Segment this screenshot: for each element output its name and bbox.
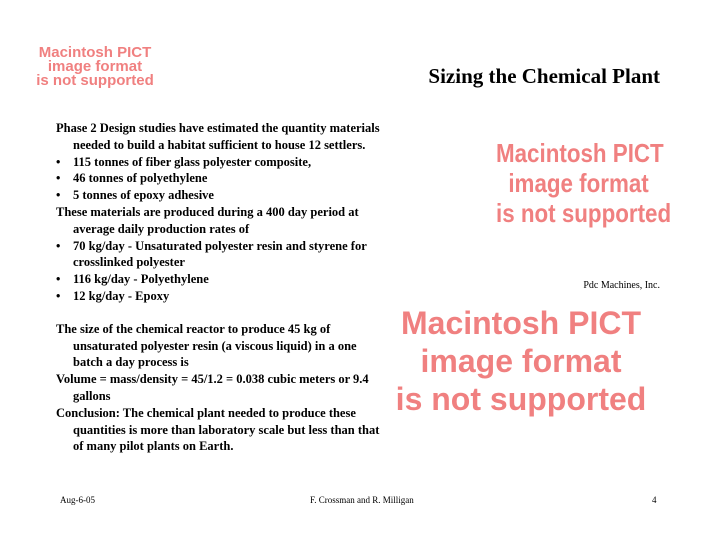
bullet-icon: • — [56, 272, 61, 287]
pict-line: is not supported — [496, 198, 672, 228]
material-bullet — [56, 170, 386, 187]
rate-bullet — [56, 288, 386, 305]
rate-text: 70 kg/day - Unsaturated polyester resin and styrene for crosslinked polyester — [73, 238, 367, 270]
material-bullet — [56, 154, 386, 171]
bullet-icon: • — [56, 171, 61, 186]
pict-line: image format — [420, 343, 622, 379]
pict-placeholder-image-top-left — [24, 46, 166, 88]
bullet-icon: • — [56, 238, 61, 253]
slide-title: Sizing the Chemical Plant — [428, 64, 660, 88]
footer-date: Aug-6-05 — [60, 495, 95, 505]
material-text: 46 tonnes of polyethylene — [73, 171, 208, 186]
pict-line: Macintosh PICT — [38, 44, 152, 61]
footer-authors: F. Crossman and R. Milligan — [310, 495, 414, 505]
conclusion-paragraph: Conclusion: The chemical plant needed to produce these quantities is more than laboratory scale but less than that of many pilot plants on Earth. — [56, 405, 380, 454]
bullet-icon: • — [56, 288, 61, 303]
material-bullet — [56, 187, 386, 204]
pict-placeholder-image-bottom — [388, 304, 654, 418]
slide-body — [56, 120, 386, 455]
volume-paragraph: Volume = mass/density = 45/1.2 = 0.038 cubic meters or 9.4 gallons — [56, 372, 369, 403]
pict-line: is not supported — [36, 72, 154, 89]
bullet-icon: • — [56, 154, 61, 169]
pict-line: image format — [47, 58, 143, 75]
rate-bullet — [56, 238, 386, 272]
bullet-icon: • — [56, 188, 61, 203]
pict-line: is not supported — [395, 381, 647, 417]
pict-line: Macintosh PICT — [496, 138, 664, 168]
pict-line: image format — [508, 168, 649, 198]
rates-intro-paragraph: These materials are produced during a 400 day period at average daily production rates of — [56, 204, 359, 236]
material-text: 115 tonnes of fiber glass polyester composite, — [73, 154, 312, 169]
rate-bullet — [56, 271, 386, 288]
rate-text: 12 kg/day - Epoxy — [73, 288, 170, 303]
paragraph-gap — [56, 305, 386, 321]
pict-placeholder-image-right — [496, 138, 672, 228]
rate-text: 116 kg/day - Polyethylene — [73, 272, 209, 287]
footer-page-number: 4 — [652, 495, 657, 505]
material-text: 5 tonnes of epoxy adhesive — [73, 188, 214, 203]
pict-line: Macintosh PICT — [400, 305, 641, 341]
image-caption: Pdc Machines, Inc. — [583, 280, 660, 291]
reactor-paragraph: The size of the chemical reactor to produce 45 kg of unsaturated polyester resin (a viscous liquid) in a one batch a day process is — [56, 321, 357, 370]
intro-paragraph: Phase 2 Design studies have estimated the quantity materials needed to build a habitat sufficient to house 12 settlers. — [56, 121, 380, 152]
